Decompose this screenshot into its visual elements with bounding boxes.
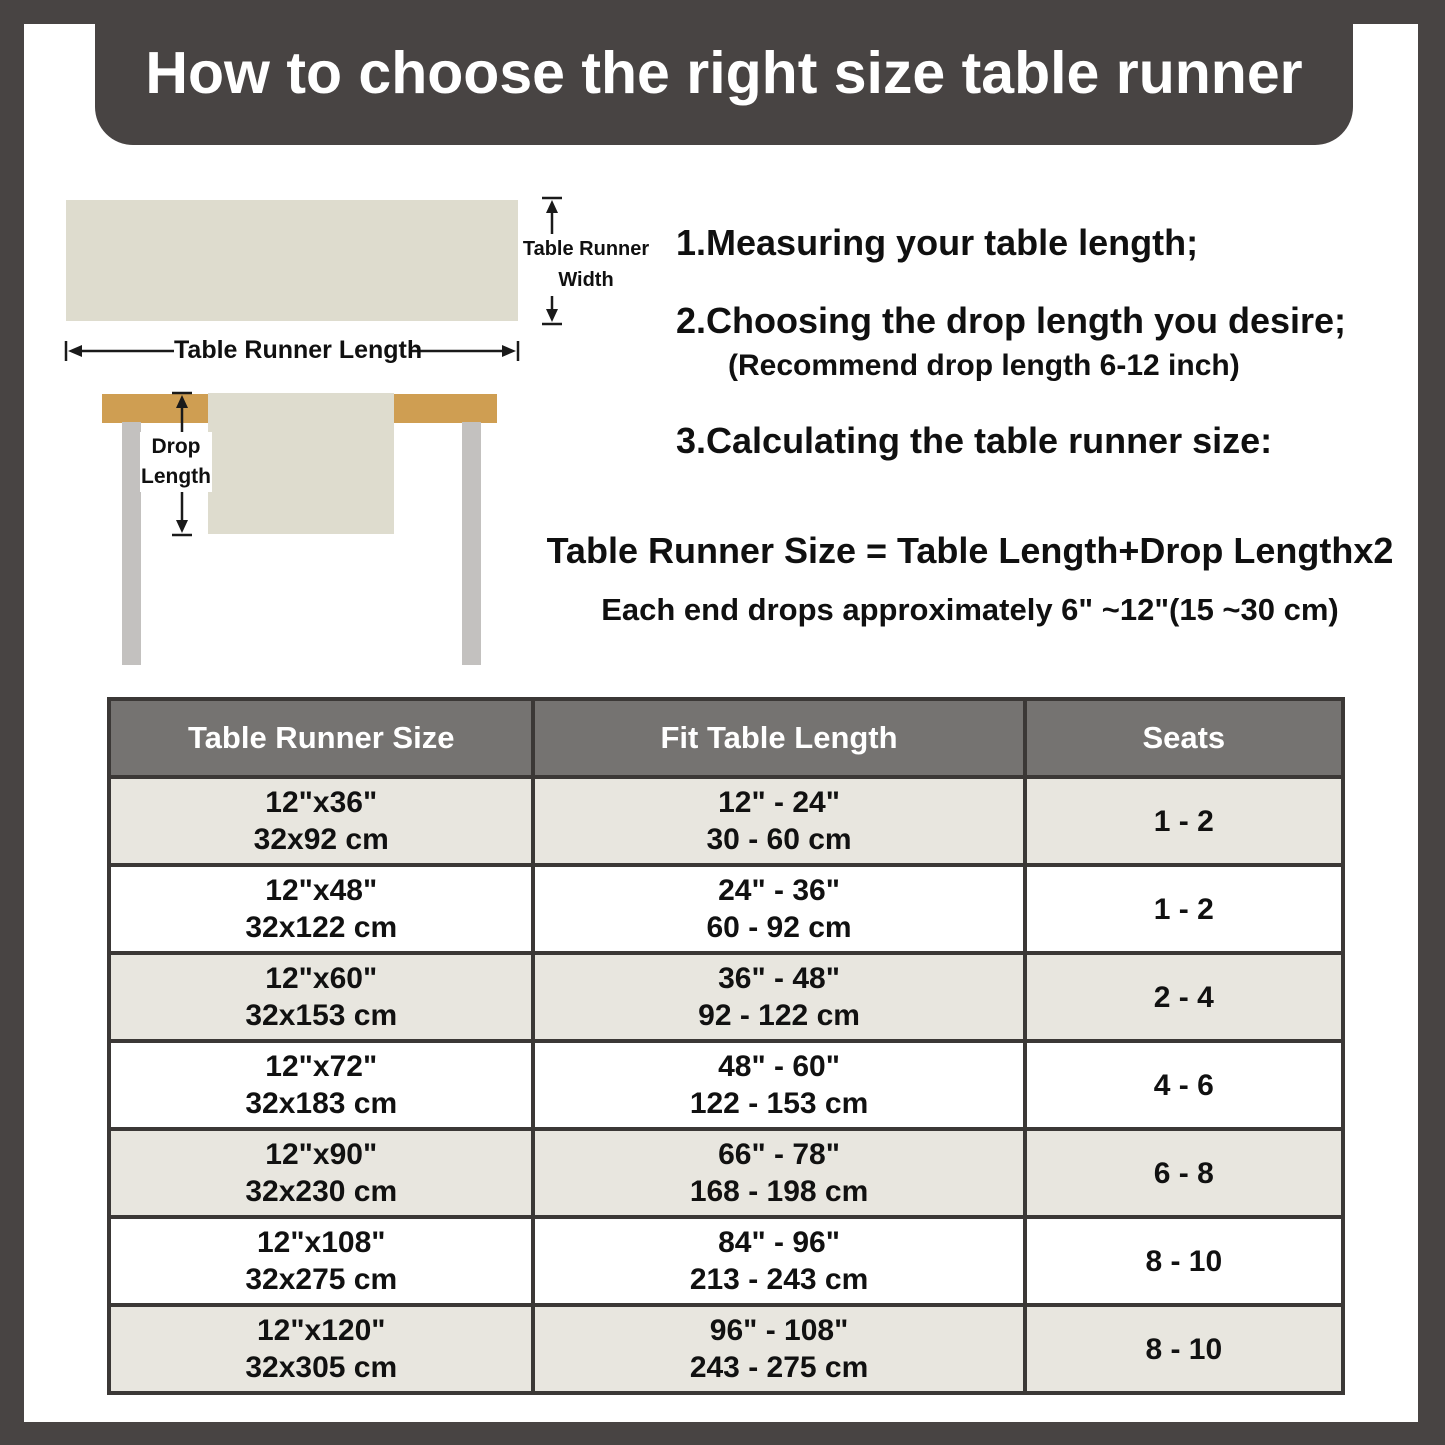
fit-inches: 48" - 60" [718,1050,840,1083]
width-label [519,234,653,296]
cell-fit-length [533,1217,1024,1305]
size-inches: 12"x48" [265,874,378,907]
table-row [109,1129,1343,1217]
cell-runner-size [109,1041,533,1129]
table-row [109,865,1343,953]
cell-seats: 8 - 10 [1025,1305,1343,1393]
cell-fit-length [533,865,1024,953]
length-label: Table Runner Length [174,334,410,367]
fit-inches: 12" - 24" [718,786,840,819]
cell-fit-length [533,1129,1024,1217]
header-runner-size: Table Runner Size [109,699,533,777]
size-cm: 32x153 cm [245,999,398,1032]
cell-seats: 2 - 4 [1025,953,1343,1041]
runner-top-view-rect [66,200,518,321]
cell-seats: 1 - 2 [1025,865,1343,953]
title-banner [95,0,1353,145]
fit-inches: 66" - 78" [718,1138,840,1171]
fit-cm: 213 - 243 cm [689,1263,869,1296]
size-cm: 32x183 cm [245,1087,398,1120]
step-2-note: (Recommend drop length 6-12 inch) [728,349,1240,382]
step-1: 1.Measuring your table length; [676,222,1199,263]
size-inches: 12"x60" [265,962,378,995]
formula-sub: Each end drops approximately 6" ~12"(15 ~30 cm) [601,592,1339,627]
table-row [109,1041,1343,1129]
drop-label [140,432,212,492]
size-cm: 32x92 cm [253,823,389,856]
cell-fit-length [533,1305,1024,1393]
cell-seats: 6 - 8 [1025,1129,1343,1217]
table-row [109,1217,1343,1305]
cell-runner-size [109,1129,533,1217]
fit-inches: 36" - 48" [718,962,840,995]
cell-runner-size [109,953,533,1041]
table-row [109,953,1343,1041]
runner-side-view-rect [208,393,394,534]
step-2: 2.Choosing the drop length you desire; [676,300,1347,341]
size-inches: 12"x120" [256,1314,386,1347]
size-inches: 12"x36" [265,786,378,819]
width-label-line2: Width [558,269,614,291]
page-title: How to choose the right size table runner [145,39,1303,106]
size-inches: 12"x108" [256,1226,386,1259]
size-cm: 32x305 cm [245,1351,398,1384]
header-fit-length: Fit Table Length [533,699,1024,777]
fit-inches: 24" - 36" [718,874,840,907]
cell-seats: 8 - 10 [1025,1217,1343,1305]
step-3: 3.Calculating the table runner size: [676,420,1273,461]
fit-cm: 60 - 92 cm [706,911,852,944]
cell-runner-size [109,1217,533,1305]
table-leg-right [462,422,481,665]
table-row [109,1305,1343,1393]
width-label-line1: Table Runner [522,238,650,260]
fit-inches: 84" - 96" [718,1226,840,1259]
fit-cm: 92 - 122 cm [698,999,860,1032]
formula-main: Table Runner Size = Table Length+Drop Lengthx2 [546,530,1394,571]
drop-label-line2: Length [141,465,211,488]
table-row [109,777,1343,865]
fit-cm: 30 - 60 cm [706,823,852,856]
cell-fit-length [533,1041,1024,1129]
cell-runner-size [109,777,533,865]
fit-cm: 243 - 275 cm [689,1351,869,1384]
size-inches: 12"x90" [265,1138,378,1171]
fit-inches: 96" - 108" [709,1314,849,1347]
cell-fit-length [533,953,1024,1041]
size-table [107,697,1345,1395]
size-table-header-row [109,699,1343,777]
table-leg-left [122,422,141,665]
fit-cm: 122 - 153 cm [689,1087,869,1120]
size-cm: 32x122 cm [245,911,398,944]
header-seats: Seats [1025,699,1343,777]
size-cm: 32x275 cm [245,1263,398,1296]
cell-fit-length [533,777,1024,865]
size-inches: 12"x72" [265,1050,378,1083]
cell-runner-size [109,1305,533,1393]
cell-runner-size [109,865,533,953]
fit-cm: 168 - 198 cm [689,1175,869,1208]
cell-seats: 4 - 6 [1025,1041,1343,1129]
cell-seats: 1 - 2 [1025,777,1343,865]
drop-label-line1: Drop [151,435,201,458]
size-cm: 32x230 cm [245,1175,398,1208]
